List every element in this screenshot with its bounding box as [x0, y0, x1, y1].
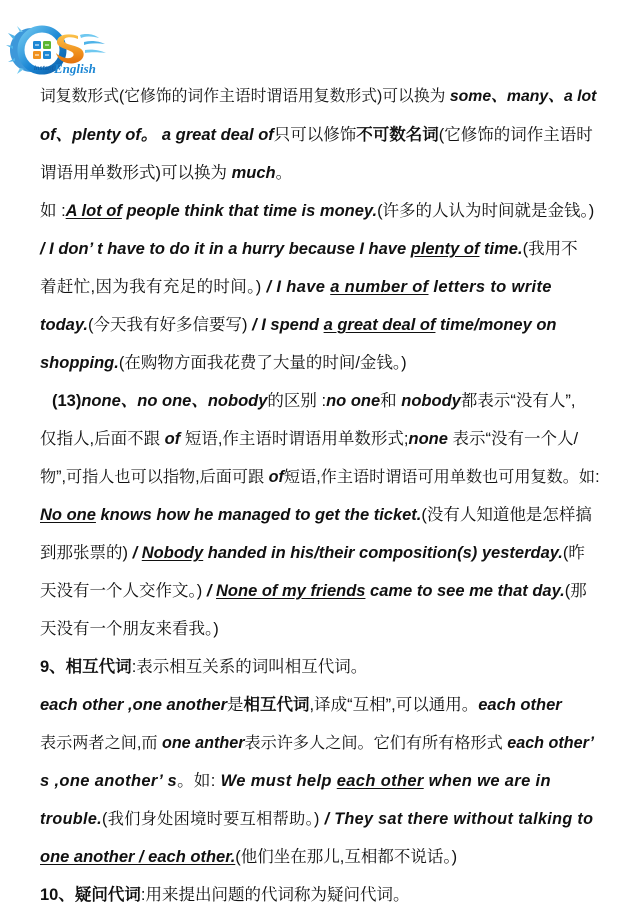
text-segment: (没有人知道他是怎样搞 [421, 506, 592, 524]
text-segment: of [164, 430, 181, 448]
text-segment: when we are in [423, 772, 551, 790]
text-segment: each other ,one another [40, 696, 228, 714]
text-segment: s ,one another’ s [40, 772, 178, 790]
text-segment: / [202, 582, 217, 600]
text-segment: / I spend [247, 316, 324, 334]
text-segment: No one [40, 506, 96, 524]
logo-tagline: English [54, 61, 96, 76]
text-segment: 相互代词 [243, 696, 310, 714]
text-segment: 9、相互代词 [40, 658, 132, 676]
text-segment: (昨 [562, 544, 585, 562]
text-segment: a great deal of [157, 126, 274, 144]
text-segment: nobody [401, 392, 461, 410]
text-segment: (我用不 [522, 240, 578, 258]
text-line [40, 876, 600, 914]
text-segment: (它修饰的词作主语时 [438, 126, 593, 144]
text-segment: 短语,作主语时谓语可用单数也可用复数。如: [283, 468, 600, 486]
text-line [40, 344, 600, 382]
text-segment: / I have [261, 278, 331, 296]
text-segment: plenty of [410, 240, 480, 258]
text-segment: no one [326, 392, 381, 410]
text-line [40, 458, 600, 496]
text-line [40, 78, 600, 116]
text-line [40, 420, 600, 458]
text-line [40, 192, 600, 230]
text-segment: Nobody [141, 544, 204, 562]
text-segment: 仅指人,后面不跟 [40, 430, 165, 448]
text-segment: 只可以修饰 [273, 126, 357, 144]
text-segment: 谓语用单数形式)可以换为 [40, 164, 232, 182]
text-line [40, 496, 600, 534]
text-line [40, 838, 600, 876]
text-segment: / They sat there without talking to [319, 810, 594, 828]
text-segment: :表示相互关系的词叫相互代词。 [131, 658, 368, 676]
text-segment: came to see me that day. [365, 582, 565, 600]
text-segment: one another / each other. [40, 848, 236, 866]
text-line [40, 762, 600, 800]
text-segment: 短语,作主语时谓语用单数形式; [180, 430, 409, 448]
text-segment: a great deal of [323, 316, 436, 334]
text-line [40, 572, 600, 610]
text-segment: each other [336, 772, 424, 790]
text-segment: 和 [380, 392, 402, 410]
text-segment: :用来提出问题的代词称为疑问代词。 [140, 886, 410, 904]
text-segment: of [268, 468, 284, 486]
text-segment: / [128, 544, 142, 562]
text-segment: each other [478, 696, 562, 714]
text-segment: some、many、a lot [449, 88, 597, 105]
text-segment: (在购物方面我花费了大量的时间/金钱。) [118, 354, 407, 372]
text-segment: 着赶忙,因为我有充足的时间。) [40, 278, 262, 296]
text-segment: 不可数名词 [356, 126, 439, 144]
text-segment: 表示“没有一个人/ [447, 430, 579, 448]
logo-graphic [6, 24, 110, 76]
text-segment: a number of [330, 278, 429, 296]
text-segment: (他们坐在那儿,互相都不说话。) [235, 848, 458, 866]
text-segment: shopping. [40, 354, 119, 372]
text-line [40, 534, 600, 572]
text-segment: knows how he managed to get the ticket. [95, 506, 422, 524]
text-segment: one anther [161, 734, 245, 752]
text-segment: 。如: [177, 772, 216, 790]
text-segment: trouble. [40, 810, 102, 828]
text-segment: each other’ [507, 734, 594, 752]
text-segment: none、no one、nobody [81, 392, 268, 410]
text-segment: 天没有一个人交作文。) [40, 582, 203, 600]
text-segment: 表示两者之间,而 [40, 734, 162, 752]
text-segment: today. [40, 316, 88, 334]
text-segment: time/money on [435, 316, 557, 334]
text-segment: 的区别 : [267, 392, 327, 410]
text-segment: / I don’ t have to do it in a hurry because I have [40, 240, 411, 258]
text-segment: 是 [227, 696, 244, 714]
text-segment: (许多的人认为时间就是金钱。) [377, 202, 595, 220]
text-segment: time. [479, 240, 523, 258]
text-segment: 表示许多人之间。它们有所有格形式 [244, 734, 508, 752]
text-segment: ,译成“互相”,可以通用。 [309, 696, 479, 714]
text-segment: (13) [52, 392, 82, 410]
text-segment: 天没有一个朋友来看我。) [40, 620, 219, 638]
text-segment: 词复数形式(它修饰的词作主语时谓语用复数形式)可以换为 [40, 88, 450, 105]
text-line [40, 268, 600, 306]
text-segment: (今天我有好多信要写) [87, 316, 248, 334]
text-line [40, 230, 600, 268]
text-segment: 物”,可指人也可以指物,后面可跟 [40, 468, 269, 486]
text-line [40, 154, 600, 192]
logo-tagline-small: Instant [34, 66, 54, 72]
text-segment: None of my friends [216, 582, 366, 600]
text-line [40, 686, 600, 724]
text-segment: We must help [215, 772, 337, 790]
text-segment: 。 [275, 164, 293, 182]
text-segment: much [231, 164, 276, 182]
document-body [40, 78, 600, 914]
text-segment: letters to write [428, 278, 552, 296]
text-line [40, 610, 600, 648]
text-segment: 如 : [40, 202, 66, 220]
text-line [40, 724, 600, 762]
text-segment: of、plenty of。 [40, 126, 158, 144]
text-segment: none [408, 430, 448, 448]
text-line [40, 306, 600, 344]
text-segment: 到那张票的) [40, 544, 128, 562]
instant-english-logo [6, 24, 110, 76]
text-segment: (我们身处困境时要互相帮助。) [101, 810, 320, 828]
text-segment: (那 [564, 582, 587, 600]
text-segment: people think that time is money. [121, 202, 378, 220]
text-segment: 10、疑问代词 [40, 886, 141, 904]
text-segment: A lot of [65, 202, 122, 220]
text-line [40, 800, 600, 838]
text-line [40, 382, 600, 420]
text-segment: 都表示“没有人”, [460, 392, 576, 410]
text-line [40, 648, 600, 686]
text-line [40, 116, 600, 154]
text-segment: handed in his/their composition(s) yesterday. [203, 544, 563, 562]
